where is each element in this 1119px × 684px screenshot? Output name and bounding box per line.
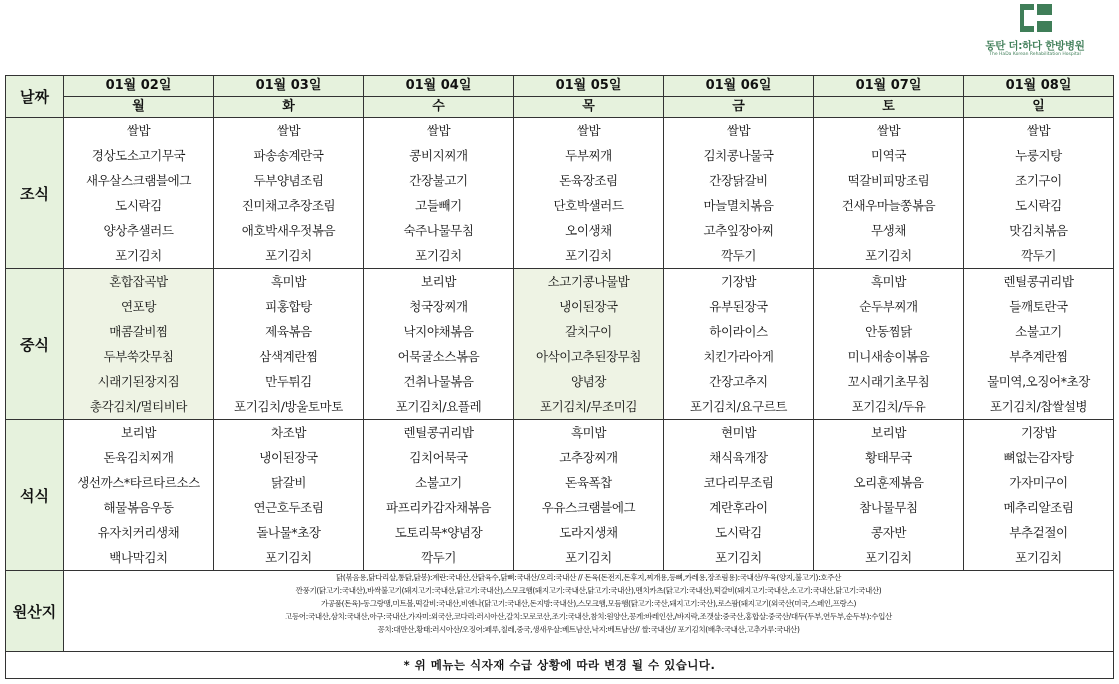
- menu-item: 들깨토란국: [1009, 299, 1068, 314]
- origin-line: 깐풍기(닭고기:국내산),바싹불고기(돼지고기:국내산,닭고기:국내산),스모크햄(돼지고기:국내산,닭고기:국내산),멘치카츠(닭고기:국내산),떡갈비(돼지고기:국내산,소고기:국내산,닭고기:국내산): [295, 586, 882, 595]
- menu-item: 현미밥: [720, 425, 757, 440]
- lunch-cell: [64, 269, 214, 420]
- menu-item: 기장밥: [720, 274, 757, 289]
- menu-item: 오이생채: [565, 223, 612, 238]
- dinner-cell: [214, 420, 364, 571]
- logo-name: 동탄 더:하다 한방병원: [985, 40, 1085, 52]
- breakfast-cell: [514, 118, 664, 269]
- breakfast-cell: [364, 118, 514, 269]
- menu-item: 깍두기: [1020, 248, 1057, 263]
- menu-item: 누룽지탕: [1015, 148, 1062, 163]
- menu-item: 렌틸콩귀리밥: [1003, 274, 1074, 289]
- menu-item: 포기김치: [865, 550, 912, 565]
- origin-info: [64, 571, 1114, 652]
- dinner-cell: [514, 420, 664, 571]
- date-row-label: 날짜: [6, 76, 64, 118]
- menu-item: 양상추샐러드: [103, 223, 174, 238]
- day-date: 01월 02일: [64, 76, 214, 97]
- menu-item: 도라지생채: [559, 525, 618, 540]
- menu-item: 하이라이스: [709, 324, 768, 339]
- day-date: 01월 08일: [964, 76, 1114, 97]
- menu-item: 소불고기: [1015, 324, 1062, 339]
- menu-item: 부추계란찜: [1009, 349, 1068, 364]
- logo-subtitle: The HaDa Korean Rehabilitation Hospital: [989, 52, 1081, 57]
- menu-item: 계란후라이: [709, 500, 768, 515]
- menu-item: 연근호두조림: [253, 500, 324, 515]
- dinner-row: [6, 420, 1114, 571]
- day-weekday: 일: [964, 97, 1114, 118]
- menu-item: 연포탕: [120, 299, 157, 314]
- menu-item: 마늘멸치볶음: [703, 198, 774, 213]
- origin-line: 닭(볶음용,닭다리살,통닭,닭봉):계란:국내산,산닭육수,닭뼈:국내산/오리:국내산 // 돈육(돈전지,돈후지,찌개용,등뼈,카레용,장조림용):국내산/우육(양지,불고기):호주산: [336, 573, 841, 582]
- day-weekday: 금: [664, 97, 814, 118]
- menu-item: 두부찌개: [565, 148, 612, 163]
- menu-item: 유부된장국: [709, 299, 768, 314]
- menu-item: 보리밥: [120, 425, 157, 440]
- menu-item: 혼합잡곡밥: [109, 274, 168, 289]
- breakfast-row: [6, 118, 1114, 269]
- menu-item: 포기김치: [565, 550, 612, 565]
- weekly-menu-table: [5, 75, 1114, 679]
- menu-item: 참나물무침: [859, 500, 918, 515]
- menu-item: 돈육김치찌개: [103, 450, 174, 465]
- menu-item: 포기김치/요구르트: [689, 399, 788, 414]
- menu-item: 백나막김치: [109, 550, 168, 565]
- menu-item: 애호박새우젓볶음: [241, 223, 336, 238]
- menu-item: 깍두기: [720, 248, 757, 263]
- menu-item: 우유스크램블에그: [541, 500, 636, 515]
- menu-item: 꼬시래기초무침: [847, 374, 930, 389]
- menu-item: 쌀밥: [276, 123, 301, 138]
- menu-item: 쌀밥: [1026, 123, 1051, 138]
- menu-item: 조기구이: [1015, 173, 1062, 188]
- menu-item: 고추잎장아찌: [703, 223, 774, 238]
- day-date: 01월 05일: [514, 76, 664, 97]
- menu-item: 파송송계란국: [253, 148, 324, 163]
- menu-item: 뼈없는감자탕: [1003, 450, 1074, 465]
- menu-item: 피홍합탕: [265, 299, 312, 314]
- menu-item: 진미채고추장조림: [241, 198, 336, 213]
- breakfast-row-label: 조식: [6, 118, 64, 269]
- menu-item: 돌나물*초장: [256, 525, 321, 540]
- menu-item: 어묵굴소스볶음: [397, 349, 480, 364]
- menu-item: 냉이된장국: [259, 450, 318, 465]
- menu-item: 간장불고기: [409, 173, 468, 188]
- menu-item: 황태무국: [865, 450, 912, 465]
- menu-item: 포기김치: [1015, 550, 1062, 565]
- breakfast-cell: [664, 118, 814, 269]
- menu-item: 흑미밥: [570, 425, 607, 440]
- menu-item: 콩비지찌개: [409, 148, 468, 163]
- menu-item: 포기김치: [715, 550, 762, 565]
- menu-item: 파프리카감자채볶음: [385, 500, 492, 515]
- menu-item: 낙지야채볶음: [403, 324, 474, 339]
- lunch-cell: [514, 269, 664, 420]
- dinner-cell: [814, 420, 964, 571]
- weekday-row: [6, 97, 1114, 118]
- menu-item: 부추겉절이: [1009, 525, 1068, 540]
- menu-item: 쌀밥: [876, 123, 901, 138]
- menu-item: 총각김치/멀티비타: [89, 399, 188, 414]
- menu-change-notice: * 위 메뉴는 식자재 수급 상황에 따라 변경 될 수 있습니다.: [6, 652, 1114, 679]
- menu-item: 경상도소고기무국: [91, 148, 186, 163]
- dinner-row-label: 석식: [6, 420, 64, 571]
- menu-item: 떡갈비피망조림: [847, 173, 930, 188]
- menu-item: 쌀밥: [726, 123, 751, 138]
- menu-item: 포기김치/두유: [851, 399, 926, 414]
- menu-item: 청국장찌개: [409, 299, 468, 314]
- menu-item: 물미역,오징어*초장: [987, 374, 1090, 389]
- menu-item: 갈치구이: [565, 324, 612, 339]
- day-weekday: 수: [364, 97, 514, 118]
- menu-item: 채식육개장: [709, 450, 768, 465]
- hospital-logo: [980, 4, 1090, 60]
- menu-item: 맛김치볶음: [1009, 223, 1068, 238]
- lunch-cell: [214, 269, 364, 420]
- menu-item: 기장밥: [1020, 425, 1057, 440]
- menu-item: 김치콩나물국: [703, 148, 774, 163]
- menu-item: 순두부찌개: [859, 299, 918, 314]
- menu-item: 도시락김: [1015, 198, 1062, 213]
- menu-item: 흑미밥: [270, 274, 307, 289]
- menu-item: 간장고추지: [709, 374, 768, 389]
- menu-item: 보리밥: [420, 274, 457, 289]
- menu-item: 돈육폭찹: [565, 475, 612, 490]
- menu-item: 포기김치/찹쌀설병: [989, 399, 1088, 414]
- menu-item: 도시락김: [115, 198, 162, 213]
- menu-item: 돈육장조림: [559, 173, 618, 188]
- menu-item: 단호박샐러드: [553, 198, 624, 213]
- menu-item: 새우살스크램블에그: [85, 173, 192, 188]
- menu-item: 양념장: [570, 374, 607, 389]
- menu-item: 냉이된장국: [559, 299, 618, 314]
- menu-item: 무생채: [870, 223, 907, 238]
- dinner-cell: [664, 420, 814, 571]
- menu-item: 건취나물볶음: [403, 374, 474, 389]
- menu-item: 해물볶음우동: [103, 500, 174, 515]
- lunch-cell: [364, 269, 514, 420]
- menu-item: 닭갈비: [270, 475, 307, 490]
- menu-item: 숙주나물무침: [403, 223, 474, 238]
- menu-item: 아삭이고추된장무침: [535, 349, 642, 364]
- menu-item: 유자치커리생채: [97, 525, 180, 540]
- day-weekday: 화: [214, 97, 364, 118]
- menu-item: 포기김치/요플레: [395, 399, 482, 414]
- menu-item: 만두튀김: [265, 374, 312, 389]
- breakfast-cell: [964, 118, 1114, 269]
- day-weekday: 월: [64, 97, 214, 118]
- day-date: 01월 04일: [364, 76, 514, 97]
- day-weekday: 목: [514, 97, 664, 118]
- day-date: 01월 03일: [214, 76, 364, 97]
- origin-row-label: 원산지: [6, 571, 64, 652]
- origin-row: [6, 571, 1114, 652]
- menu-item: 도토리묵*양념장: [394, 525, 483, 540]
- menu-item: 삼색계란찜: [259, 349, 318, 364]
- menu-item: 치킨가라아게: [703, 349, 774, 364]
- breakfast-cell: [64, 118, 214, 269]
- dinner-cell: [964, 420, 1114, 571]
- menu-item: 미니새송이볶음: [847, 349, 930, 364]
- lunch-row: [6, 269, 1114, 420]
- menu-item: 제육볶음: [265, 324, 312, 339]
- menu-item: 김치어묵국: [409, 450, 468, 465]
- day-weekday: 토: [814, 97, 964, 118]
- lunch-cell: [664, 269, 814, 420]
- menu-item: 깍두기: [420, 550, 457, 565]
- menu-item: 렌틸콩귀리밥: [403, 425, 474, 440]
- menu-item: 건새우마늘쫑볶음: [841, 198, 936, 213]
- menu-item: 소불고기: [415, 475, 462, 490]
- menu-item: 포기김치/방울토마토: [234, 399, 343, 414]
- menu-item: 포기김치: [415, 248, 462, 263]
- menu-item: 가자미구이: [1009, 475, 1068, 490]
- menu-item: 안동찜닭: [865, 324, 912, 339]
- menu-item: 포기김치: [115, 248, 162, 263]
- logo-mark-icon: [1020, 4, 1052, 32]
- day-date: 01월 06일: [664, 76, 814, 97]
- lunch-row-label: 중식: [6, 269, 64, 420]
- date-row: [6, 76, 1114, 97]
- menu-item: 포기김치: [565, 248, 612, 263]
- menu-item: 매콤갈비찜: [109, 324, 168, 339]
- menu-item: 두부쑥갓무침: [103, 349, 174, 364]
- notice-row: [6, 652, 1114, 679]
- menu-item: 콩자반: [870, 525, 907, 540]
- menu-item: 쌀밥: [126, 123, 151, 138]
- menu-item: 간장닭갈비: [709, 173, 768, 188]
- menu-item: 생선까스*타르타르소스: [77, 475, 200, 490]
- lunch-cell: [814, 269, 964, 420]
- menu-item: 시래기된장지짐: [97, 374, 180, 389]
- menu-item: 포기김치: [265, 550, 312, 565]
- menu-item: 도시락김: [715, 525, 762, 540]
- menu-item: 포기김치/무조미김: [539, 399, 638, 414]
- breakfast-cell: [814, 118, 964, 269]
- menu-item: 두부양념조림: [253, 173, 324, 188]
- menu-item: 미역국: [870, 148, 907, 163]
- dinner-cell: [364, 420, 514, 571]
- menu-item: 차조밥: [270, 425, 307, 440]
- menu-item: 코다리무조림: [703, 475, 774, 490]
- day-date: 01월 07일: [814, 76, 964, 97]
- origin-line: 꽁치:대만산,황태:러시아산/오징어:페루,칠레,중국,생새우살:베트남산,낙지:베트남산// 쌀:국내산// 포기김치(배추:국내산,고추가루:국내산): [377, 625, 800, 634]
- dinner-cell: [64, 420, 214, 571]
- origin-line: 가공품(돈육)-동그랑땡,미트볼,떡갈비:국내산,비엔나(닭고기:국내산,돈지방:국내산),스모크햄,모듬햄(닭고기:국산,돼지고기:국산),로스팜(돼지고기(외국산(미국,스페인,프랑스): [320, 599, 857, 608]
- menu-item: 흑미밥: [870, 274, 907, 289]
- menu-item: 보리밥: [870, 425, 907, 440]
- menu-item: 메추리알조림: [1003, 500, 1074, 515]
- menu-item: 쌀밥: [426, 123, 451, 138]
- breakfast-cell: [214, 118, 364, 269]
- menu-item: 고들빼기: [415, 198, 462, 213]
- menu-item: 오리훈제볶음: [853, 475, 924, 490]
- menu-item: 포기김치: [865, 248, 912, 263]
- menu-item: 소고기콩나물밥: [547, 274, 630, 289]
- menu-item: 포기김치: [265, 248, 312, 263]
- origin-line: 고등어:국내산,삼치:국내산,아구:국내산,가자미:외국산,코다리:러시아산,갈치:모로코산,조기:국내산,참치:원양산,꽁게:바레인산,/바지락,조갯살:중국산,홍합살:중국산/대두(두부,연두부,순두부):수입산: [285, 612, 892, 621]
- menu-item: 쌀밥: [576, 123, 601, 138]
- lunch-cell: [964, 269, 1114, 420]
- menu-item: 고추장찌개: [559, 450, 618, 465]
